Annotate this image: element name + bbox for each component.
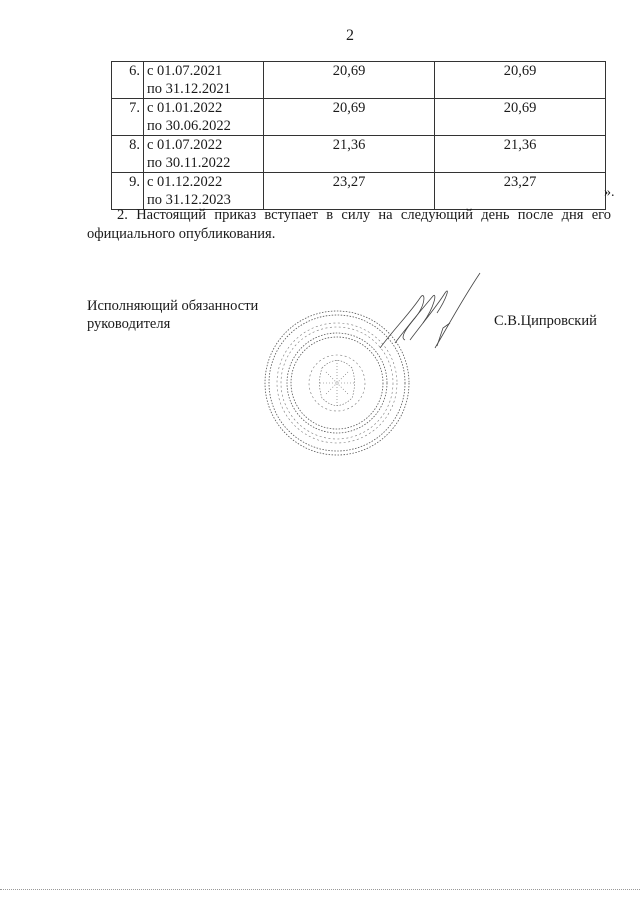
period-to: по 30.06.2022 (147, 118, 231, 134)
row-value-2: 20,69 (435, 99, 606, 136)
clause-paragraph: 2. Настоящий приказ вступает в силу на следующий день после дня его официального опубликования. (87, 207, 611, 242)
row-value-2: 20,69 (435, 62, 606, 99)
page-bottom-divider (0, 889, 640, 890)
signatory-title-line1: Исполняющий обязанности (87, 298, 259, 314)
row-number: 7. (112, 99, 144, 136)
period-to: по 31.12.2023 (147, 192, 231, 208)
rates-table (111, 61, 606, 210)
row-value-1: 20,69 (264, 99, 435, 136)
row-period (144, 173, 264, 210)
signatory-name: С.В.Ципровский (494, 313, 597, 329)
table-row (112, 99, 606, 136)
signatory-title (87, 297, 258, 333)
row-value-2: 23,27 (435, 173, 606, 210)
period-from: с 01.01.2022 (147, 100, 223, 116)
row-number: 6. (112, 62, 144, 99)
row-number: 8. (112, 136, 144, 173)
table-row (112, 62, 606, 99)
page-number: 2 (346, 27, 354, 44)
row-value-1: 23,27 (264, 173, 435, 210)
period-from: с 01.12.2022 (147, 174, 223, 190)
period-to: по 31.12.2021 (147, 81, 231, 97)
row-period (144, 136, 264, 173)
period-from: с 01.07.2021 (147, 63, 223, 79)
table-row (112, 173, 606, 210)
row-value-1: 21,36 (264, 136, 435, 173)
row-period (144, 62, 264, 99)
row-value-2: 21,36 (435, 136, 606, 173)
row-number: 9. (112, 173, 144, 210)
period-from: с 01.07.2022 (147, 137, 223, 153)
signatory-title-line2: руководителя (87, 316, 171, 332)
closing-quote: ». (604, 185, 615, 200)
period-to: по 30.11.2022 (147, 155, 231, 171)
row-period (144, 99, 264, 136)
row-value-1: 20,69 (264, 62, 435, 99)
handwritten-signature-icon (375, 268, 485, 358)
table-row (112, 136, 606, 173)
